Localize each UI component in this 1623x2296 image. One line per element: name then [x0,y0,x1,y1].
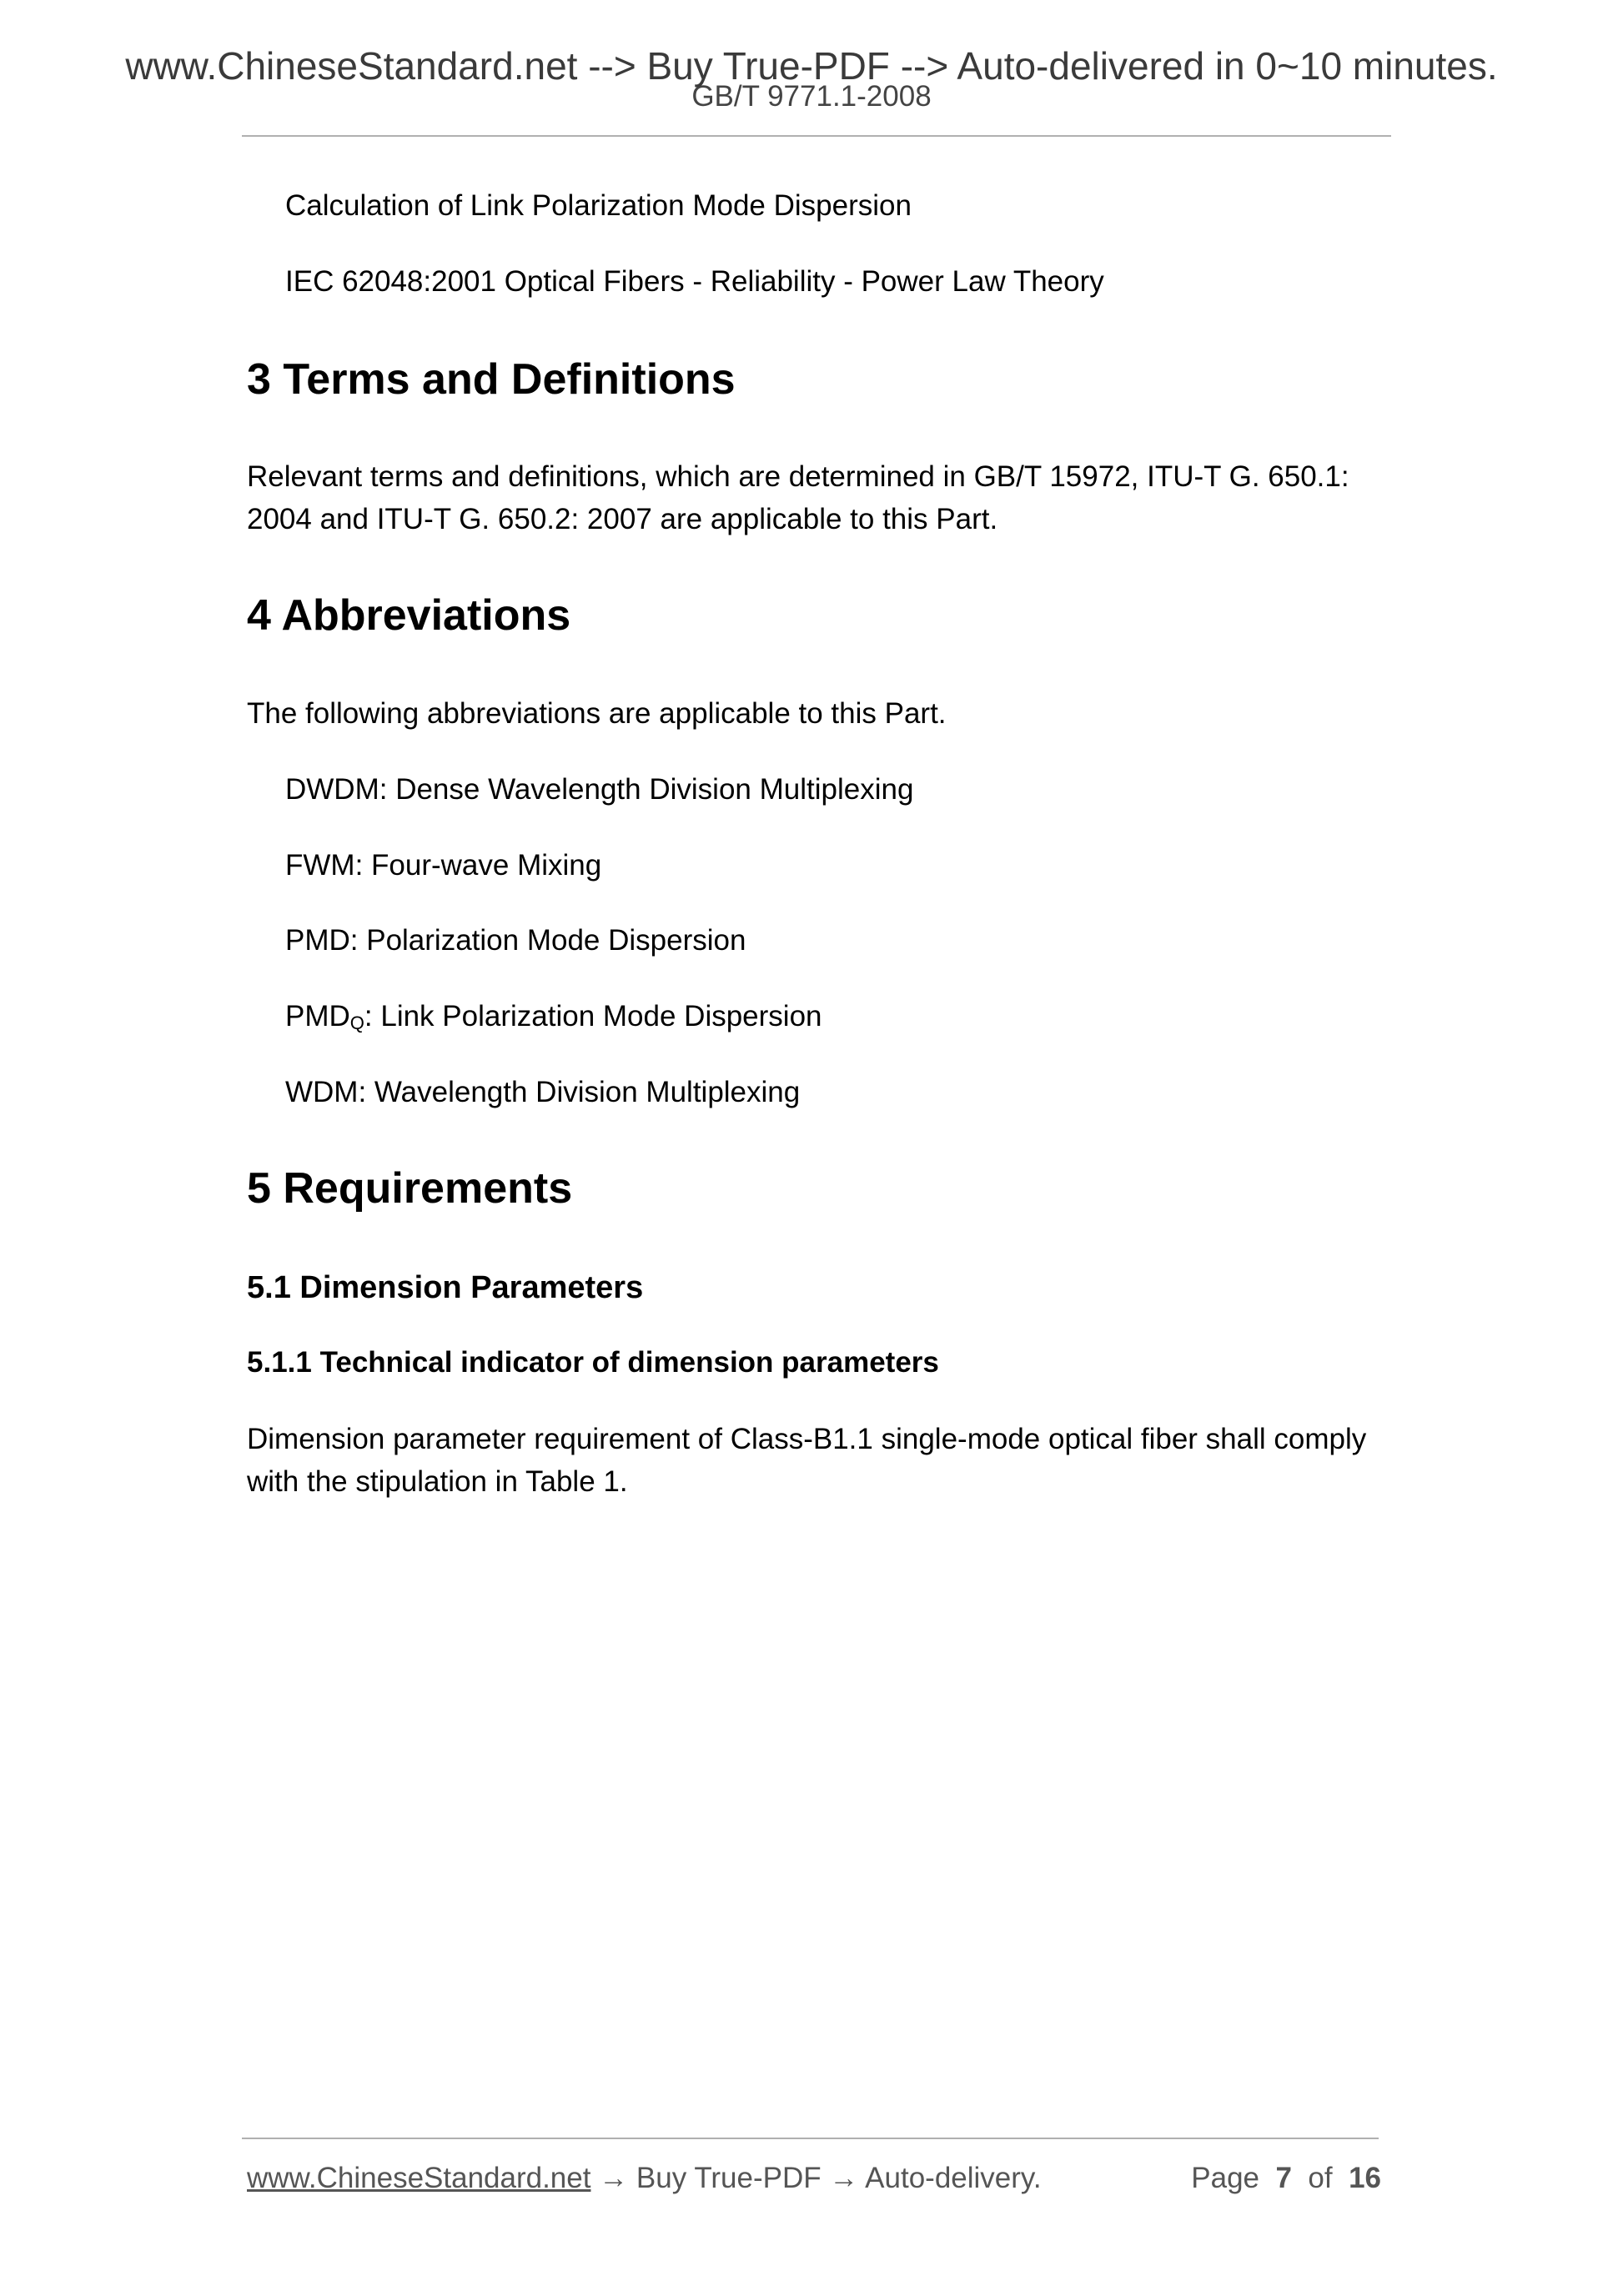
abbreviation-item-wdm: WDM: Wavelength Division Multiplexing [285,1076,801,1108]
pmdq-subscript: Q [349,1012,364,1033]
section-5-heading: 5 Requirements [247,1164,573,1213]
abbreviation-item-dwdm: DWDM: Dense Wavelength Division Multiplexing [285,773,914,806]
section-3-paragraph-line-2: 2004 and ITU-T G. 650.2: 2007 are applicable to this Part. [247,503,998,535]
pmdq-rest: : Link Polarization Mode Dispersion [364,1000,822,1032]
section-5-paragraph-line-2: with the stipulation in Table 1. [247,1465,628,1498]
abbreviation-item-pmdq [285,995,822,1045]
section-5-1-1-heading: 5.1.1 Technical indicator of dimension parameters [247,1346,939,1379]
footer-divider [242,2138,1379,2139]
page-label: Page [1191,2162,1260,2194]
section-5-paragraph-line-1: Dimension parameter requirement of Class-B1.1 single-mode optical fiber shall comply [247,1423,1367,1455]
page-current: 7 [1275,2162,1292,2194]
abbreviation-item-pmd: PMD: Polarization Mode Dispersion [285,924,746,957]
header-watermark: www.ChineseStandard.net --> Buy True-PDF --> Auto-delivered in 0~10 minutes. [125,44,1498,88]
section-3-heading: 3 Terms and Definitions [247,355,736,404]
page-of-label: of [1308,2162,1333,2194]
section-3-paragraph-line-1: Relevant terms and definitions, which are determined in GB/T 15972, ITU-T G. 650.1: [247,460,1349,493]
reference-line-1: Calculation of Link Polarization Mode Dispersion [285,189,912,222]
footer-link[interactable]: www.ChineseStandard.net [247,2162,591,2194]
page-indicator [1191,2157,1381,2200]
footer-tagline: → Buy True-PDF → Auto-delivery. [590,2162,1042,2194]
page-footer [247,2157,1381,2200]
page-total: 16 [1349,2162,1381,2194]
section-4-heading: 4 Abbreviations [247,591,571,640]
section-4-intro: The following abbreviations are applicable to this Part. [247,697,947,730]
document-code: GB/T 9771.1-2008 [691,80,932,113]
section-5-1-heading: 5.1 Dimension Parameters [247,1270,644,1305]
abbreviation-item-fwm: FWM: Four-wave Mixing [285,849,602,882]
pmdq-prefix: PMD [285,1000,350,1032]
reference-line-2: IEC 62048:2001 Optical Fibers - Reliability - Power Law Theory [285,265,1104,298]
header-divider [242,135,1391,137]
